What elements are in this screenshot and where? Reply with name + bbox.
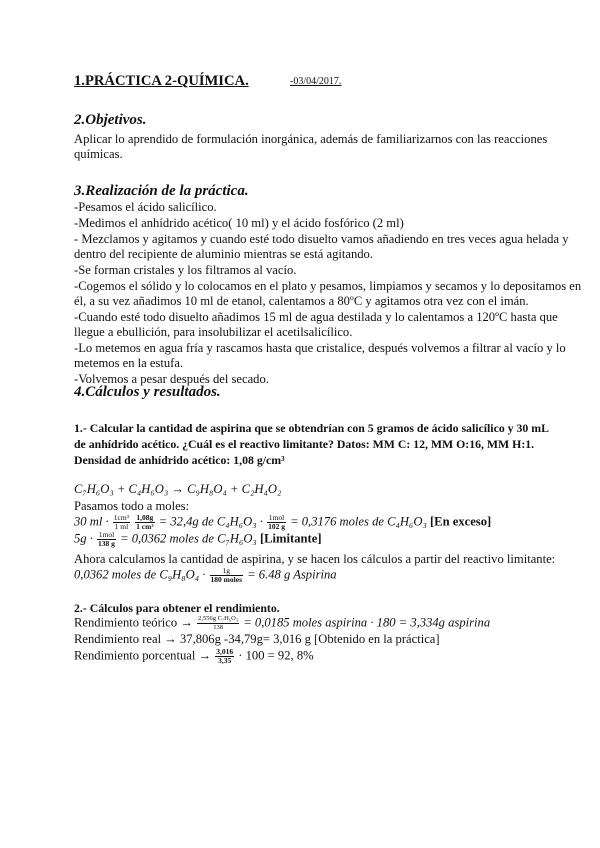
realizacion-line: - Mezclamos y agitamos y cuando esté todo disuelto vamos añadiendo en tres veces agua helada y [74,232,569,246]
limitante-tag: [Limitante] [259,531,322,546]
fraction-denominator: 138 [213,624,223,631]
fraction [197,615,239,632]
question-1-line-2: de anhídrido acético. ¿Cuál es el reactivo limitante? Datos: MM C: 12, MM O:16, MM H:1. [74,437,535,451]
rendimiento-teorico [74,615,490,632]
calc-line-2 [74,531,322,548]
calc-line-3 [74,567,337,584]
calc3-start: 0,0362 moles de C₉H₈O₄ · [74,567,206,582]
fraction-denominator: 1 cm³ [136,522,154,531]
realizacion-line: -Pesamos el ácido salicílico. [74,200,217,214]
objetivos-line-2: químicas. [74,147,123,161]
realizacion-heading: 3.Realización de la práctica. [74,183,249,199]
realizacion-line: -Medimos el anhídrido acético( 10 ml) y el ácido fosfórico (2 ml) [74,216,404,230]
objetivos-line-1: Aplicar lo aprendido de formulación inorgánica, además de familiarizarnos con las reacciones [74,132,548,146]
fraction [215,648,234,665]
fraction-denominator: 3,35 [218,656,232,665]
realizacion-line: -Se forman cristales y los filtramos al vacío. [74,263,297,277]
question-2-heading: 2.- Cálculos para obtener el rendimiento. [74,601,280,615]
fraction-numerator: 1cm³ [113,513,129,522]
realizacion-line: metemos en la estufa. [74,356,184,370]
fraction-denominator: 102 g [268,522,285,531]
rendimiento-porcentual [74,648,314,665]
question-1-line-3: Densidad de anhídrido acético: 1,08 g/cm³ [74,453,285,467]
date-label: -03/04/2017. [290,76,342,87]
fraction [210,567,243,584]
porcentual-label: Rendimiento porcentual → [74,648,212,663]
fraction [267,514,286,531]
fraction-numerator: 1g [210,567,243,576]
fraction [97,531,116,548]
fraction-numerator: 1mol [98,530,115,539]
realizacion-line: él, a su vez añadimos 10 ml de etanol, calentamos a 80ºC y agitamos otra vez con el imán. [74,294,529,308]
realizacion-line: -Volvemos a pesar después del secado. [74,372,269,386]
realizacion-line: llegue a ebullición, para insolubilizar el acetilsalicílico. [74,325,353,339]
objetivos-heading: 2.Objetivos. [74,112,147,128]
calc1-end: = 0,3176 moles de C₄H₆O₃ [290,514,427,529]
fraction-numerator: 2,556g C₇H₆O₃ [198,615,239,622]
page-title: 1.PRÁCTICA 2-QUÍMICA. [74,73,249,89]
calculos-heading: 4.Cálculos y resultados. [74,384,221,400]
ahora-line: Ahora calculamos la cantidad de aspirina, y se hacen los cálculos a partir del reactivo limitante: [74,552,556,566]
fraction [113,514,130,531]
calc1-start: 30 ml · [74,514,109,529]
fraction-numerator: 1,08g [136,513,154,522]
fraction-denominator: 1 ml [114,522,129,531]
calc-line-1 [74,514,491,531]
calc1-mid: = 32,4g de C₄H₆O₃ · [158,514,263,529]
question-1-line-1: 1.- Calcular la cantidad de aspirina que se obtendrían con 5 gramos de ácido salicílico y 30 mL [74,421,549,435]
realizacion-line: -Cogemos el sólido y lo colocamos en el plato y pesamos, limpiamos y secamos y lo depositamos en [74,279,582,293]
porcentual-end: · 100 = 92, 8% [238,648,314,663]
fraction-numerator: 1mol [268,513,285,522]
teorico-label: Rendimiento teórico → [74,615,193,630]
calc2-start: 5g · [74,531,93,546]
calc3-end: = 6.48 g Aspirina [247,567,337,582]
fraction-denominator: 180 moles [210,575,242,584]
calc2-end: = 0,0362 moles de C₇H₆O₃ [120,531,257,546]
pasamos-line: Pasamos todo a moles: [74,499,190,513]
rendimiento-real: Rendimiento real → 37,806g -34,79g= 3,016 g [Obtenido en la práctica] [74,632,440,646]
teorico-end: = 0,0185 moles aspirina · 180 = 3,334g aspirina [243,615,491,630]
exceso-tag: [En exceso] [429,514,492,529]
realizacion-line: dentro del recipiente de aluminio mientras se está agitando. [74,247,373,261]
reaction-equation: C₇H₆O₃ + C₄H₆O₃ → C₉H₈O₄ + C₂H₄O₂ [74,482,282,496]
realizacion-line: -Cuando esté todo disuelto añadimos 15 ml de agua destilada y lo calentamos a 120ºC hasta que [74,310,558,324]
fraction [135,514,154,531]
fraction-numerator: 3,016 [216,647,234,656]
realizacion-line: -Lo metemos en agua fría y rascamos hasta que cristalice, después volvemos a filtrar al vacío y lo [74,341,566,355]
fraction-denominator: 138 g [98,539,115,548]
